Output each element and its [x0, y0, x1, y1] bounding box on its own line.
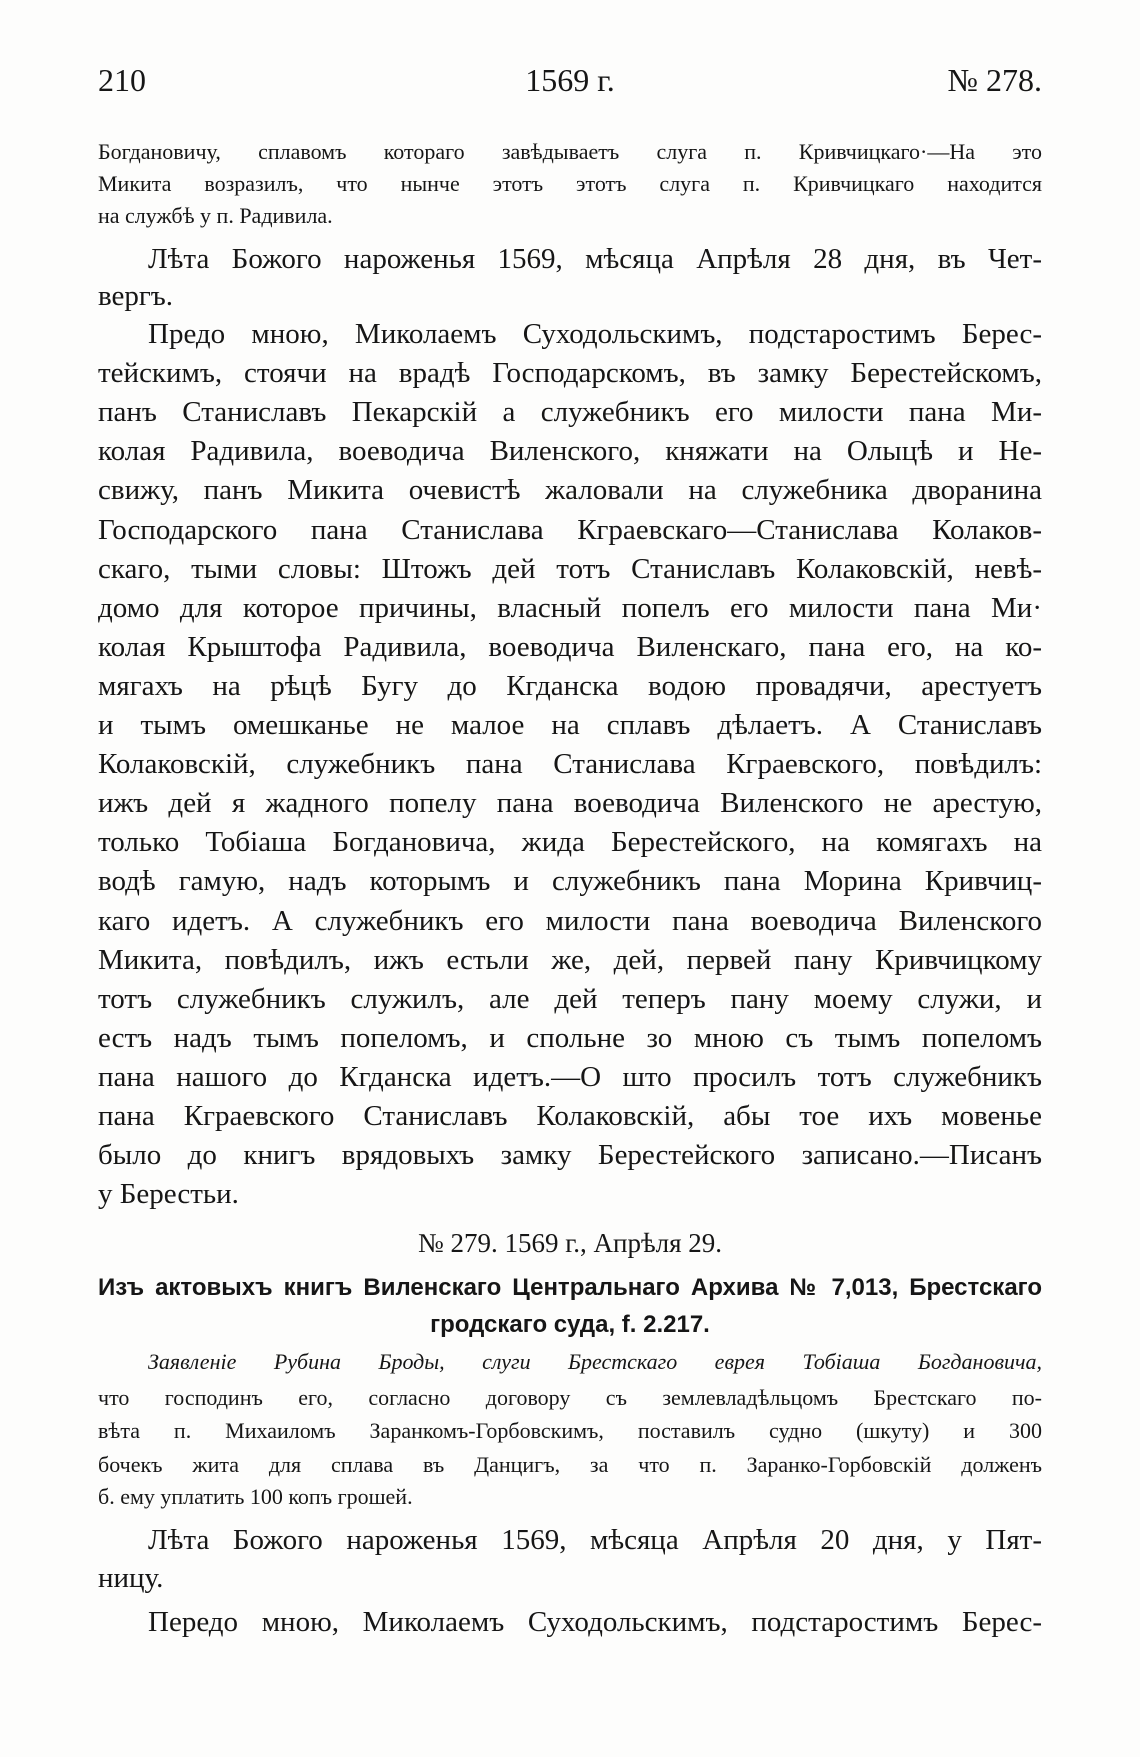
body-line: пана Кграевского Станиславъ Колаковскій, абы тое ихъ мовенье — [98, 1100, 1042, 1132]
summary-line: бочекъ жита для сплава въ Данцигъ, за что п. Заранко-Горбовскій долженъ — [98, 1452, 1042, 1477]
summary-line: вѣта п. Михаиломъ Заранкомъ-Горбовскимъ, поставилъ судно (шкуту) и 300 — [98, 1418, 1042, 1443]
summary-title: Заявленіе Рубина Броды, слуги Брестскаго еврея Тобіаша Богдановича, — [148, 1349, 1042, 1374]
body-line: пана нашого до Кгданска идетъ.—О што просилъ тотъ служебникъ — [98, 1060, 1042, 1093]
continuation-line: Микита возразилъ, что нынче этотъ этотъ слуга п. Кривчицкаго находится — [98, 171, 1042, 196]
body-line: тейскимъ, стоячи на врадѣ Господарскомъ, въ замку Берестейскомъ, — [98, 357, 1042, 390]
body-line: ижъ дей я жадного попелу пана воеводича Виленского не арестую, — [98, 787, 1042, 820]
date-line: ницу. — [98, 1562, 164, 1594]
body-line: только Тобіаша Богдановича, жида Берестейского, на комягахъ на — [98, 826, 1042, 859]
running-year: 1569 г. — [525, 62, 615, 98]
body-line: колая Радивила, воеводича Виленского, княжати на Олыцѣ и Не- — [98, 435, 1042, 468]
document-number: № 278. — [947, 62, 1042, 98]
document-heading: № 279. 1569 г., Апрѣля 29. — [417, 1228, 723, 1258]
page-number: 210 — [98, 62, 146, 98]
body-line: Колаковскій, служебникъ пана Станислава Кграевского, повѣдилъ: — [98, 748, 1042, 781]
body-line: свижу, панъ Микита очевистѣ жаловали на служебника дворанина — [98, 474, 1042, 507]
body-line: панъ Станиславъ Пекарскій а служебникъ его милости пана Ми- — [98, 396, 1042, 429]
body-line: Предо мною, Миколаемъ Суходольскимъ, подстаростимъ Берес- — [148, 318, 1042, 350]
summary-line: б. ему уплатить 100 копъ грошей. — [98, 1484, 413, 1509]
date-line: Лѣта Божого нароженья 1569, мѣсяца Апрѣля 28 дня, въ Чет- — [148, 243, 1042, 275]
body-line: Микита, повѣдилъ, ижъ естьли же, дей, первей пану Кривчицкому — [98, 943, 1042, 976]
continuation-line: Богдановичу, сплавомъ котораго завѣдываетъ слуга п. Кривчицкаго·—На это — [98, 139, 1042, 164]
continuation-line: на службѣ у п. Радивила. — [98, 203, 333, 228]
archive-source-line: гродскаго суда, f. 2.217. — [430, 1311, 710, 1338]
body-line: естъ надъ тымъ попеломъ, и спольне зо мною съ тымъ попеломъ — [98, 1021, 1042, 1054]
archive-source-line: Изъ актовыхъ книгъ Виленскаго Центральнаго Архива № 7,013, Брестскаго — [98, 1274, 1042, 1301]
body-line: мягахъ на рѣцѣ Бугу до Кгданска водою провадячи, арестуетъ — [98, 669, 1042, 702]
body-line: водѣ гамую, надъ которымъ и служебникъ пана Морина Кривчиц- — [98, 865, 1042, 898]
date-line: вергъ. — [98, 280, 174, 312]
date-line: Лѣта Божого нароженья 1569, мѣсяца Апрѣля 20 дня, у Пят- — [148, 1524, 1042, 1556]
body-line: и тымъ омешканье не малое на сплавъ дѣлаетъ. А Станиславъ — [98, 709, 1042, 741]
body-line: каго идетъ. А служебникъ его милости пана воеводича Виленского — [98, 904, 1042, 937]
body-line: тотъ служебникъ служилъ, але дей теперъ пану моему служи, и — [98, 982, 1042, 1015]
body-line: у Берестьи. — [98, 1178, 239, 1211]
body-line: домо для которое причины, власный попелъ его милости пана Ми· — [98, 591, 1042, 624]
body-line: было до книгъ врядовыхъ замку Берестейского записано.—Писанъ — [98, 1139, 1042, 1172]
summary-line: что господинъ его, согласно договору съ землевладѣльцомъ Брестскаго по- — [98, 1385, 1042, 1410]
body-line: скаго, тыми словы: Штожъ дей тотъ Станиславъ Колаковскій, невѣ- — [98, 552, 1042, 585]
body-line: Передо мною, Миколаемъ Суходольскимъ, подстаростимъ Берес- — [148, 1606, 1042, 1638]
body-line: колая Крыштофа Радивила, воеводича Виленскаго, пана его, на ко- — [98, 630, 1042, 663]
body-line: Господарского пана Станислава Кграевскаго—Станислава Колаков- — [98, 513, 1042, 546]
